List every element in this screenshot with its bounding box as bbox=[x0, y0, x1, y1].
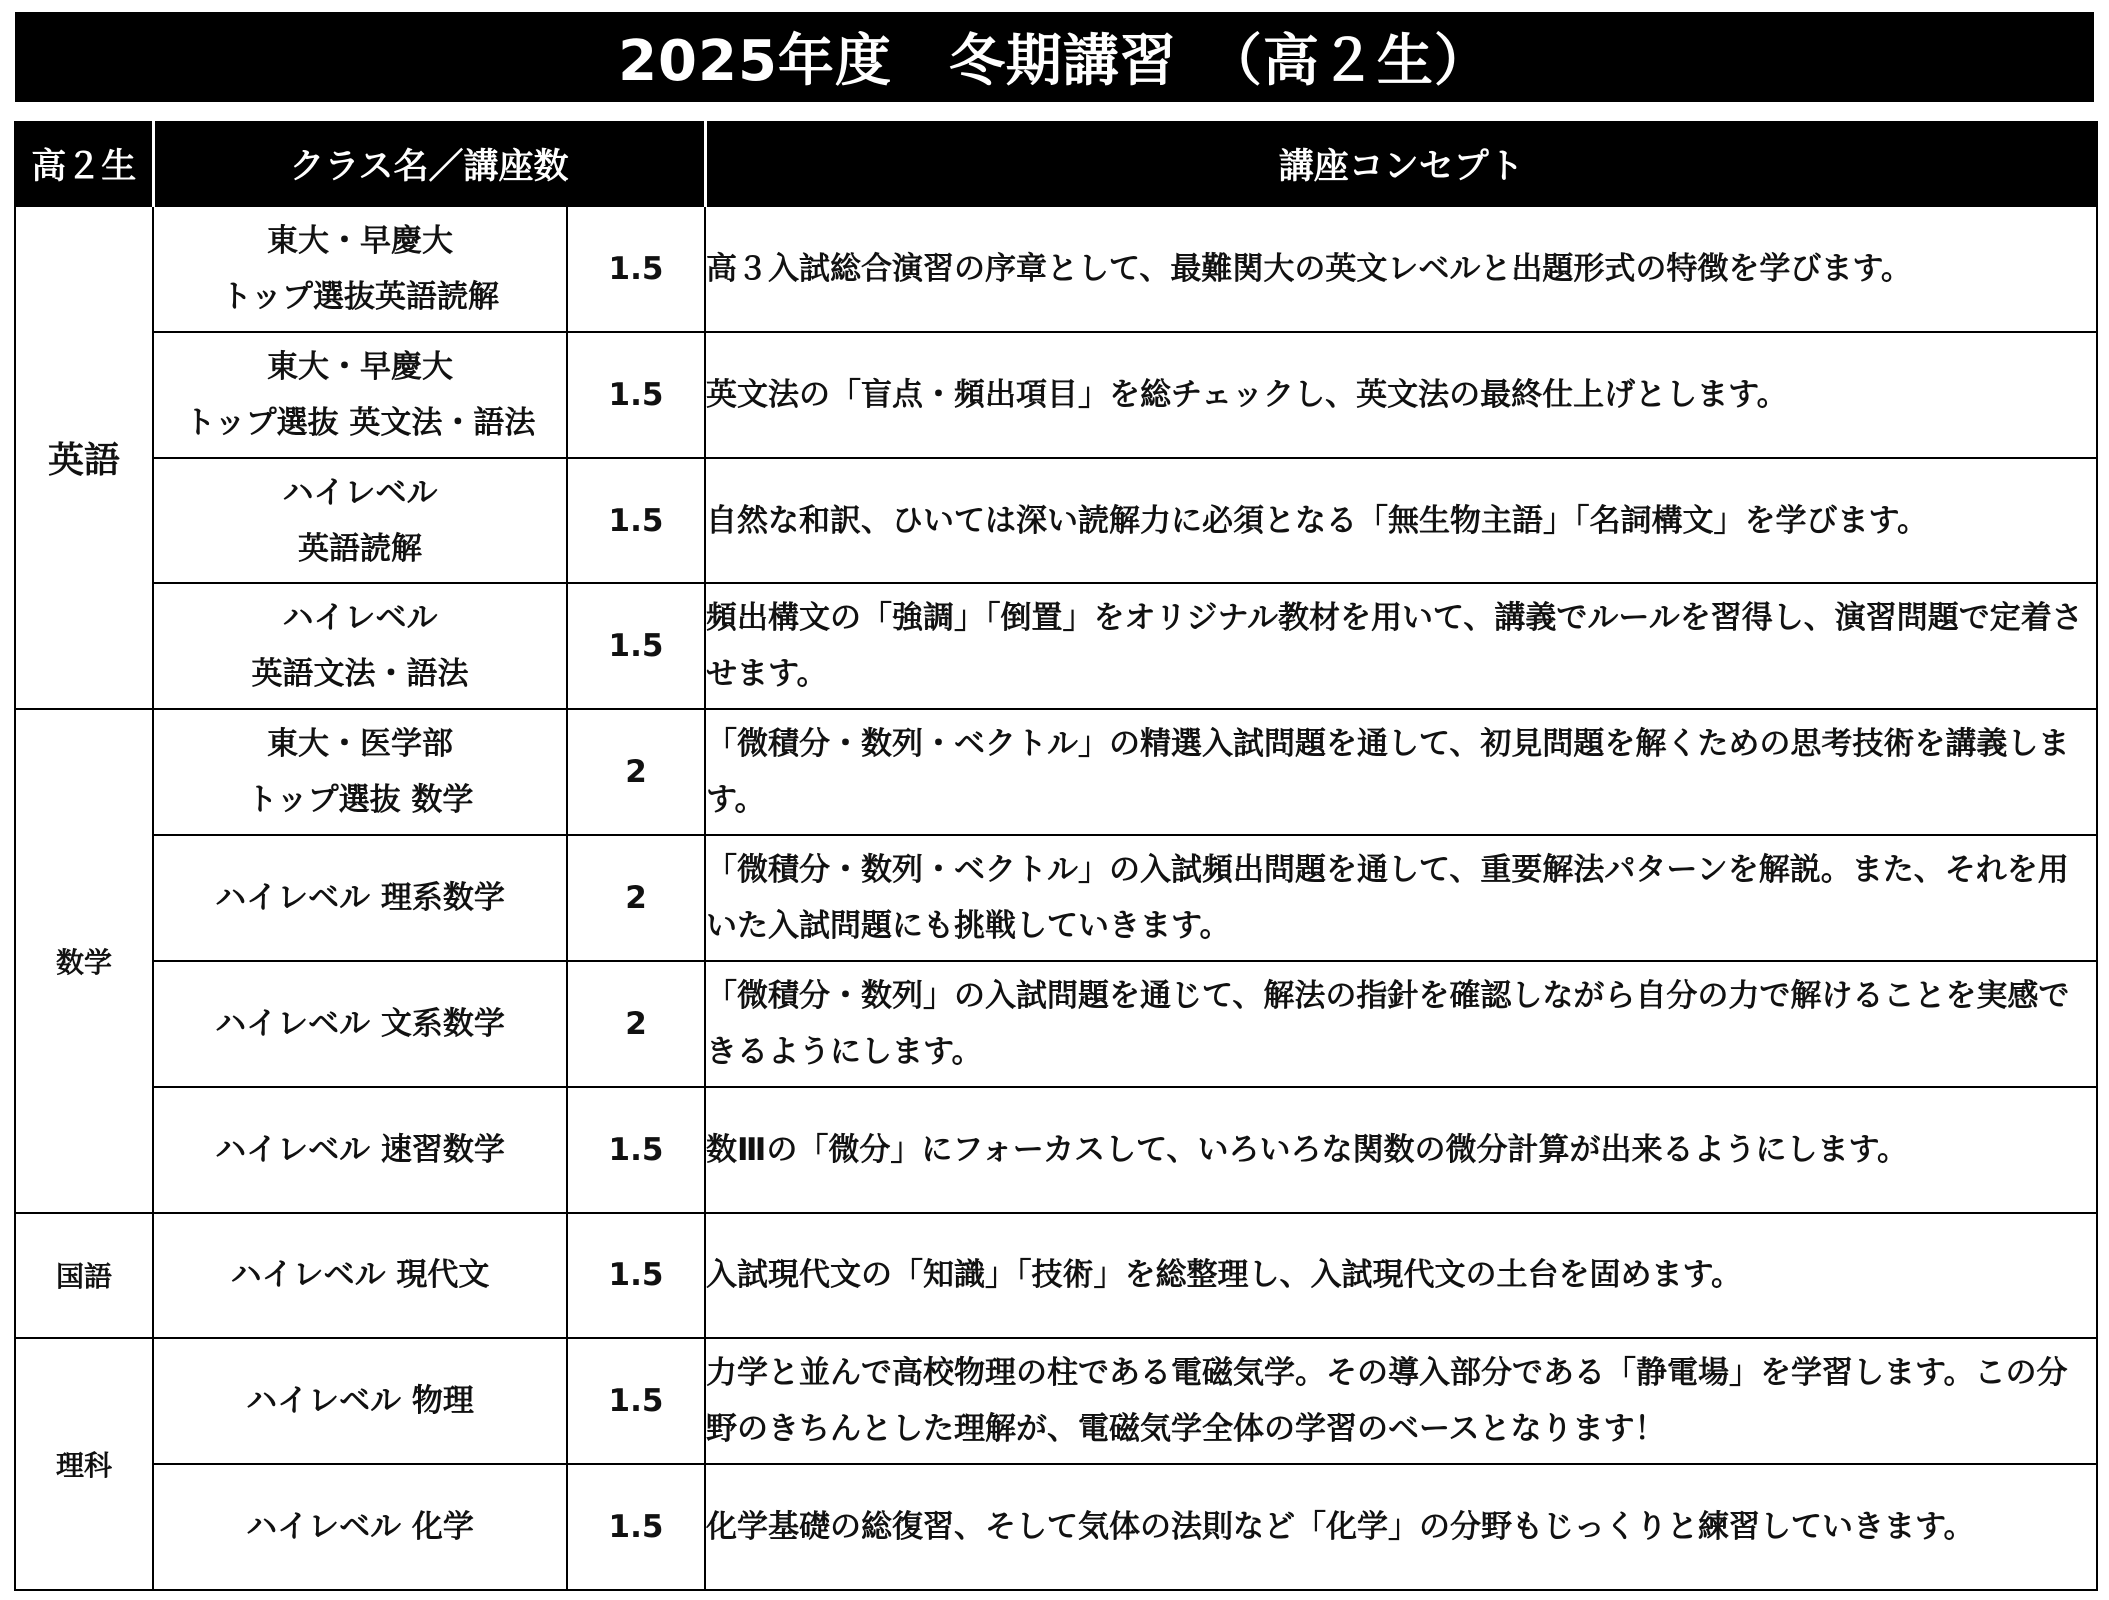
table-body bbox=[15, 206, 2097, 1590]
table-row bbox=[15, 332, 2097, 458]
class-name-line: ハイレベル 文系数学 bbox=[215, 1005, 505, 1042]
table-row bbox=[15, 835, 2097, 961]
subject-cell: 英語 bbox=[15, 206, 153, 709]
class-name-cell bbox=[153, 458, 567, 584]
class-name-cell bbox=[153, 1338, 567, 1464]
course-concept-cell: 化学基礎の総復習、そして気体の法則など「化学」の分野もじっくりと練習していきます。 bbox=[705, 1464, 2097, 1590]
course-count-cell: 1.5 bbox=[567, 1338, 705, 1464]
course-concept-cell: 自然な和訳、ひいては深い読解力に必須となる「無生物主語」「名詞構文」を学びます。 bbox=[705, 458, 2097, 584]
course-count-cell: 1.5 bbox=[567, 206, 705, 332]
class-name-line: トップ選抜 数学 bbox=[246, 782, 474, 819]
class-name-line: トップ選抜英語読解 bbox=[220, 278, 500, 315]
course-count-cell: 1.5 bbox=[567, 583, 705, 709]
course-count-cell: 1.5 bbox=[567, 458, 705, 584]
class-name-cell bbox=[153, 206, 567, 332]
table-header-row bbox=[15, 122, 2097, 206]
header-class-and-count: クラス名／講座数 bbox=[153, 122, 705, 206]
table-row bbox=[15, 1464, 2097, 1590]
course-concept-cell: 「微積分・数列・ベクトル」の入試頻出問題を通して、重要解法パターンを解説。また、それを用いた入試問題にも挑戦していきます。 bbox=[705, 835, 2097, 961]
course-concept-cell: 英文法の「盲点・頻出項目」を総チェックし、英文法の最終仕上げとします。 bbox=[705, 332, 2097, 458]
class-name-cell bbox=[153, 961, 567, 1087]
course-concept-cell: 「微積分・数列」の入試問題を通じて、解法の指針を確認しながら自分の力で解けることを実感できるようにします。 bbox=[705, 961, 2097, 1087]
class-name-line: トップ選抜 英文法・語法 bbox=[184, 404, 536, 441]
class-name-line: ハイレベル bbox=[282, 600, 438, 637]
table-row bbox=[15, 1213, 2097, 1339]
class-name-cell bbox=[153, 835, 567, 961]
class-name-line: 東大・早慶大 bbox=[267, 222, 453, 259]
course-concept-cell: 数Ⅲの「微分」にフォーカスして、いろいろな関数の微分計算が出来るようにします。 bbox=[705, 1087, 2097, 1213]
subject-cell: 数学 bbox=[15, 709, 153, 1212]
course-count-cell: 1.5 bbox=[567, 1213, 705, 1339]
subject-cell: 国語 bbox=[15, 1213, 153, 1339]
course-count-cell: 2 bbox=[567, 709, 705, 835]
course-concept-cell: 高３入試総合演習の序章として、最難関大の英文レベルと出題形式の特徴を学びます。 bbox=[705, 206, 2097, 332]
class-name-line: ハイレベル 理系数学 bbox=[215, 879, 505, 916]
table-row bbox=[15, 1338, 2097, 1464]
class-name-cell bbox=[153, 1464, 567, 1590]
class-name-cell bbox=[153, 1213, 567, 1339]
class-name-line: ハイレベル 物理 bbox=[246, 1383, 474, 1420]
page-title: 2025年度 冬期講習 （高２生） bbox=[618, 29, 1491, 94]
class-name-line: 東大・医学部 bbox=[267, 726, 453, 763]
class-name-line: ハイレベル 速習数学 bbox=[215, 1131, 505, 1168]
course-concept-cell: 入試現代文の「知識」「技術」を総整理し、入試現代文の土台を固めます。 bbox=[705, 1213, 2097, 1339]
course-concept-cell: 力学と並んで高校物理の柱である電磁気学。その導入部分である「静電場」を学習します。この分野のきちんとした理解が、電磁気学全体の学習のベースとなります！ bbox=[705, 1338, 2097, 1464]
header-grade: 高２生 bbox=[15, 122, 153, 206]
class-name-line: ハイレベル bbox=[282, 474, 438, 511]
class-name-line: 英語文法・語法 bbox=[251, 656, 469, 693]
class-name-line: 英語読解 bbox=[298, 530, 422, 567]
table-row bbox=[15, 458, 2097, 584]
course-concept-cell: 頻出構文の「強調」「倒置」をオリジナル教材を用いて、講義でルールを習得し、演習問題で定着させます。 bbox=[705, 583, 2097, 709]
class-name-cell bbox=[153, 709, 567, 835]
table-row bbox=[15, 1087, 2097, 1213]
class-name-cell bbox=[153, 583, 567, 709]
class-name-line: ハイレベル 化学 bbox=[246, 1509, 474, 1546]
subject-cell: 理科 bbox=[15, 1338, 153, 1590]
table-row bbox=[15, 961, 2097, 1087]
course-concept-cell: 「微積分・数列・ベクトル」の精選入試問題を通して、初見問題を解くための思考技術を講義します。 bbox=[705, 709, 2097, 835]
table-row bbox=[15, 206, 2097, 332]
table-row bbox=[15, 583, 2097, 709]
course-count-cell: 2 bbox=[567, 961, 705, 1087]
table-row bbox=[15, 709, 2097, 835]
course-count-cell: 1.5 bbox=[567, 332, 705, 458]
class-name-cell bbox=[153, 1087, 567, 1213]
class-name-line: 東大・早慶大 bbox=[267, 348, 453, 385]
course-count-cell: 1.5 bbox=[567, 1087, 705, 1213]
course-count-cell: 1.5 bbox=[567, 1464, 705, 1590]
course-count-cell: 2 bbox=[567, 835, 705, 961]
page-title-bar bbox=[15, 12, 2094, 102]
class-name-line: ハイレベル 現代文 bbox=[230, 1257, 490, 1294]
course-table bbox=[14, 121, 2098, 1591]
header-concept: 講座コンセプト bbox=[705, 122, 2097, 206]
class-name-cell bbox=[153, 332, 567, 458]
